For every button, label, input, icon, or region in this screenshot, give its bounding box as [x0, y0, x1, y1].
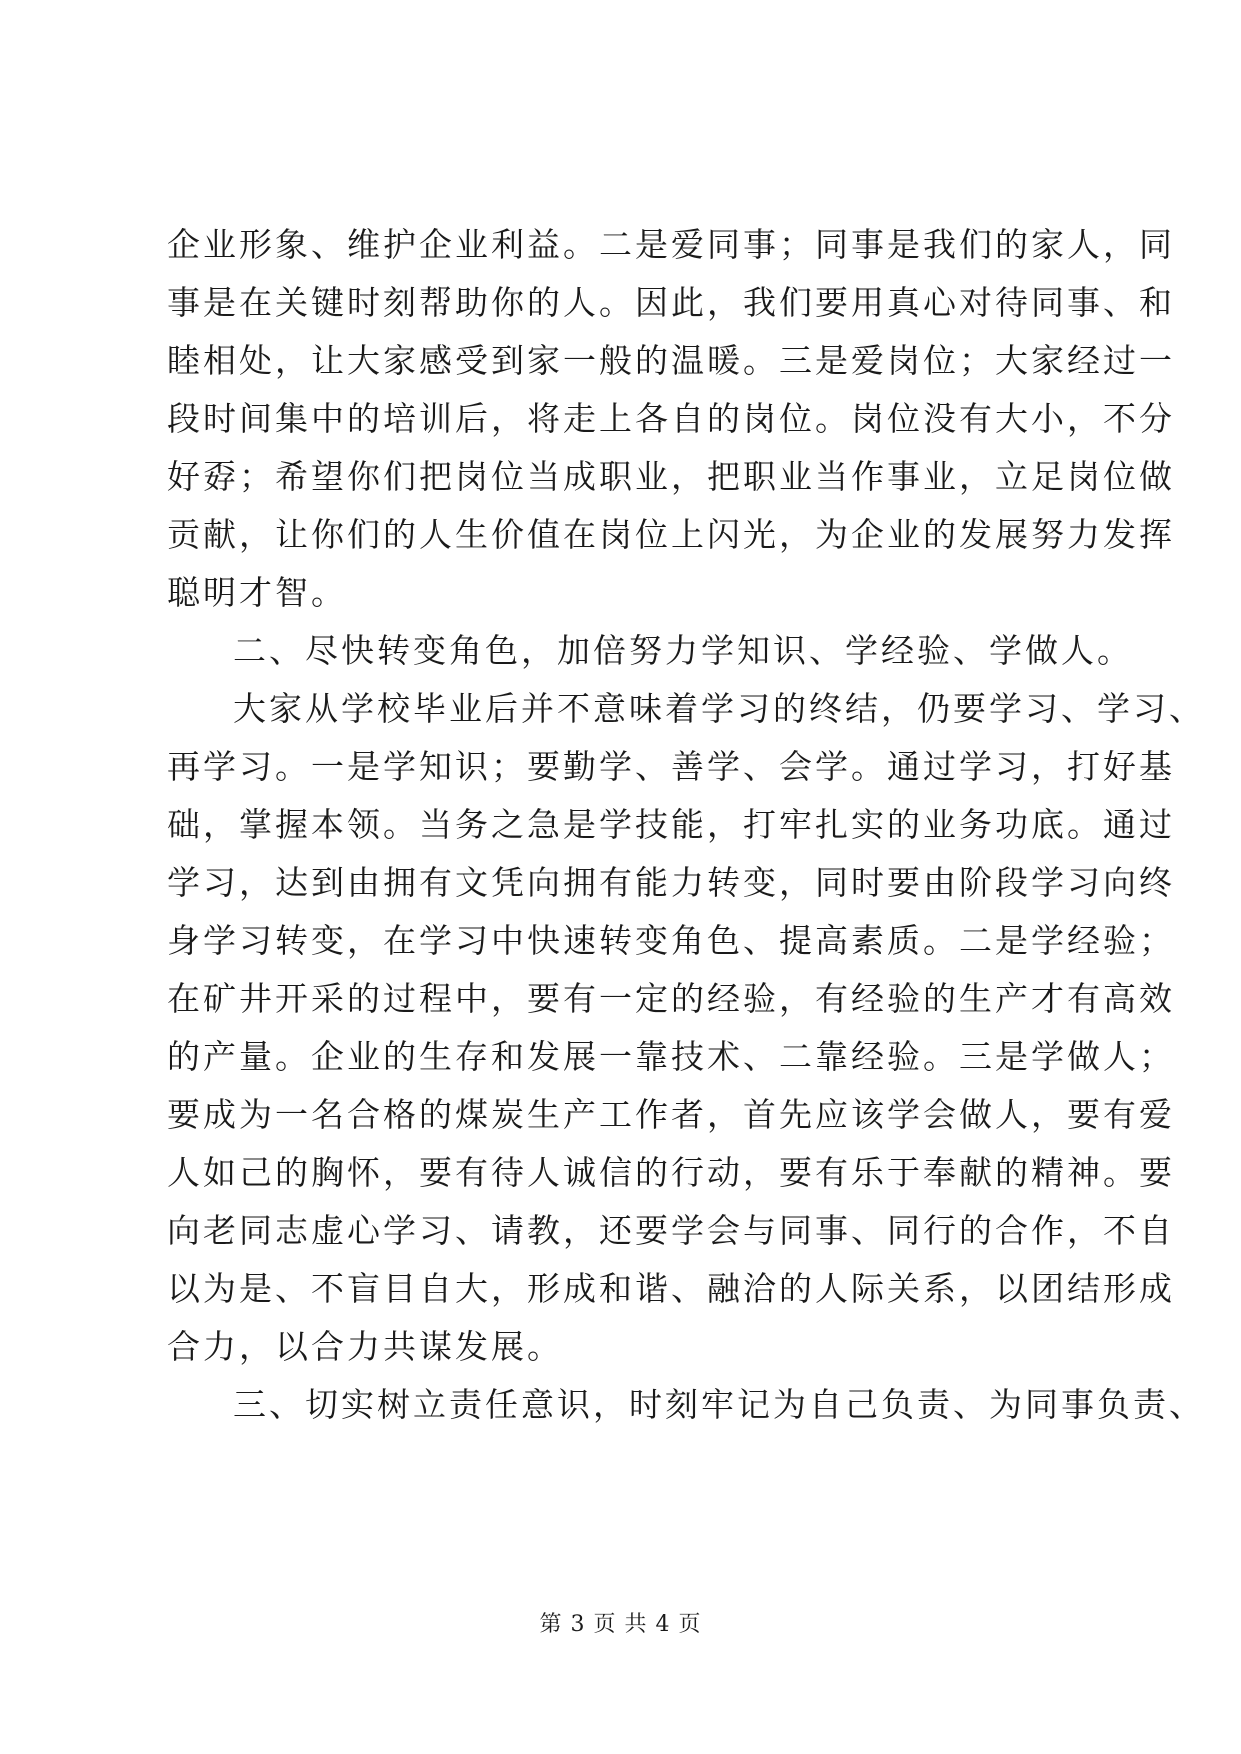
- text-line: 段时间集中的培训后，将走上各自的岗位。岗位没有大小，不分: [167, 399, 1175, 438]
- page-number-footer: 第 3 页 共 4 页: [539, 1612, 702, 1637]
- text-line: 企业形象、维护企业利益。二是爱同事；同事是我们的家人，同: [167, 225, 1175, 264]
- text-line: 的产量。企业的生存和发展一靠技术、二靠经验。三是学做人；: [167, 1037, 1175, 1076]
- text-line: 向老同志虚心学习、请教，还要学会与同事、同行的合作，不自: [167, 1211, 1175, 1250]
- text-line: 贡献，让你们的人生价值在岗位上闪光，为企业的发展努力发挥: [167, 515, 1175, 554]
- text-line: 聪明才智。: [167, 573, 347, 612]
- text-line: 大家从学校毕业后并不意味着学习的终结，仍要学习、学习、: [233, 689, 1205, 728]
- text-line: 在矿井开采的过程中，要有一定的经验，有经验的生产才有高效: [167, 979, 1175, 1018]
- text-line: 睦相处，让大家感受到家一般的温暖。三是爱岗位；大家经过一: [167, 341, 1175, 380]
- text-line: 人如己的胸怀，要有待人诚信的行动，要有乐于奉献的精神。要: [167, 1153, 1175, 1192]
- text-line: 要成为一名合格的煤炭生产工作者，首先应该学会做人，要有爱: [167, 1095, 1175, 1134]
- text-line: 学习，达到由拥有文凭向拥有能力转变，同时要由阶段学习向终: [167, 863, 1175, 902]
- section-heading: 三、切实树立责任意识，时刻牢记为自己负责、为同事负责、: [233, 1385, 1205, 1424]
- section-heading: 二、尽快转变角色，加倍努力学知识、学经验、学做人。: [233, 631, 1133, 670]
- text-line: 好孬；希望你们把岗位当成职业，把职业当作事业，立足岗位做: [167, 457, 1175, 496]
- text-line: 再学习。一是学知识；要勤学、善学、会学。通过学习，打好基: [167, 747, 1175, 786]
- text-line: 合力，以合力共谋发展。: [167, 1327, 563, 1366]
- text-line: 身学习转变，在学习中快速转变角色、提高素质。二是学经验；: [167, 921, 1175, 960]
- text-line: 础，掌握本领。当务之急是学技能，打牢扎实的业务功底。通过: [167, 805, 1175, 844]
- text-line: 以为是、不盲目自大，形成和谐、融洽的人际关系，以团结形成: [167, 1269, 1175, 1308]
- text-line: 事是在关键时刻帮助你的人。因此，我们要用真心对待同事、和: [167, 283, 1175, 322]
